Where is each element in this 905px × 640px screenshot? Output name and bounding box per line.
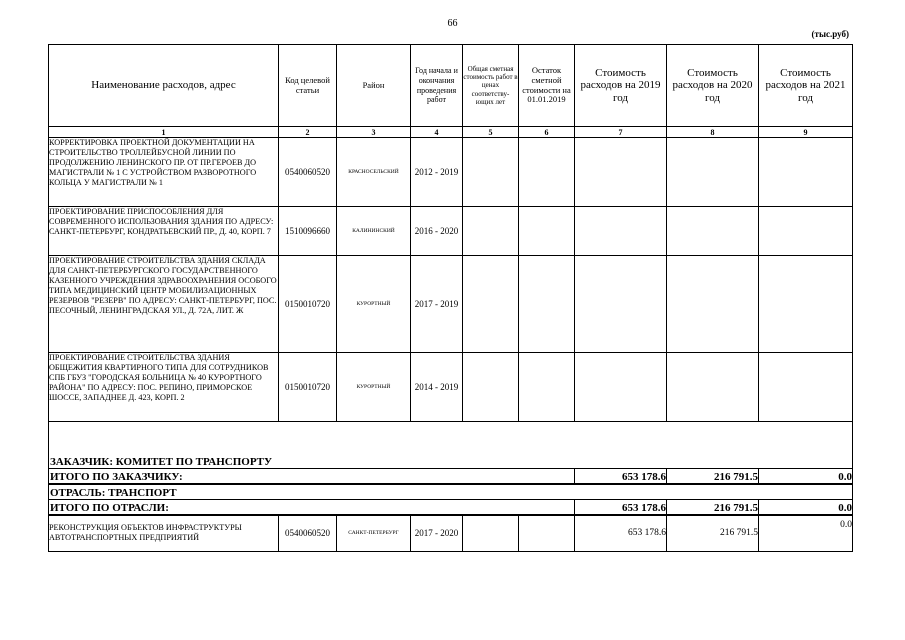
- industry-total-label: ИТОГО ПО ОТРАСЛИ:: [49, 500, 575, 516]
- row-cell: [463, 353, 519, 422]
- row-cell: [463, 256, 519, 353]
- table-row: [49, 256, 853, 353]
- header-cost-2021: Стоимость расходов на 2021 год: [759, 45, 853, 127]
- header-row: [49, 45, 853, 127]
- row-cell: [519, 515, 575, 551]
- col-number: 8: [667, 127, 759, 138]
- row-cell: [667, 256, 759, 353]
- row-period: 2017 - 2020: [411, 515, 463, 551]
- col-number: 5: [463, 127, 519, 138]
- customer-total-2019: 653 178.6: [575, 469, 667, 485]
- col-number: 4: [411, 127, 463, 138]
- col-number: 6: [519, 127, 575, 138]
- budget-table: [48, 44, 853, 552]
- row-cell: [575, 207, 667, 256]
- row-cell: [759, 256, 853, 353]
- row-value-2019: 653 178.6: [575, 515, 667, 551]
- spacer-row: [49, 422, 853, 455]
- customer-total-label: ИТОГО ПО ЗАКАЗЧИКУ:: [49, 469, 575, 485]
- header-region: Район: [337, 45, 411, 127]
- row-cell: [575, 256, 667, 353]
- row-code: 0150010720: [279, 353, 337, 422]
- row-value-2020: 216 791.5: [667, 515, 759, 551]
- customer-total-2021: 0.0: [759, 469, 853, 485]
- header-name: Наименование расходов, адрес: [49, 45, 279, 127]
- row-cell: [463, 515, 519, 551]
- col-number: 9: [759, 127, 853, 138]
- col-number: 3: [337, 127, 411, 138]
- row-cell: [519, 353, 575, 422]
- row-cell: [575, 138, 667, 207]
- row-description: РЕКОНСТРУКЦИЯ ОБЪЕКТОВ ИНФРАСТРУКТУРЫ АВТОТРАНСПОРТНЫХ ПРЕДПРИЯТИЙ: [49, 515, 279, 551]
- row-cell: [519, 138, 575, 207]
- row-code: 0150010720: [279, 256, 337, 353]
- row-cell: [575, 353, 667, 422]
- header-code: Код целевой статьи: [279, 45, 337, 127]
- table-row: [49, 138, 853, 207]
- row-region: КУРОРТНЫЙ: [337, 256, 411, 353]
- row-region: КРАСНОСЕЛЬСКИЙ: [337, 138, 411, 207]
- header-remaining: Остаток сметной стоимости на 01.01.2019: [519, 45, 575, 127]
- row-description: ПРОЕКТИРОВАНИЕ ПРИСПОСОБЛЕНИЯ ДЛЯ СОВРЕМЕННОГО ИСПОЛЬЗОВАНИЯ ЗДАНИЯ ПО АДРЕСУ: САНКТ-ПЕТЕРБУРГ, КОНДРАТЬЕВСКИЙ ПР., Д. 40, КОРП. 7: [49, 207, 279, 256]
- industry-total-2020: 216 791.5: [667, 500, 759, 516]
- col-number: 1: [49, 127, 279, 138]
- row-cell: [759, 138, 853, 207]
- row-period: 2014 - 2019: [411, 353, 463, 422]
- industry-total-row: [49, 500, 853, 516]
- customer-row: [49, 454, 853, 469]
- column-number-row: [49, 127, 853, 138]
- industry-row: [49, 484, 853, 500]
- header-period: Год начала и окончания проведения работ: [411, 45, 463, 127]
- customer-total-2020: 216 791.5: [667, 469, 759, 485]
- row-period: 2016 - 2020: [411, 207, 463, 256]
- row-cell: [667, 353, 759, 422]
- table-row: [49, 353, 853, 422]
- row-description: ПРОЕКТИРОВАНИЕ СТРОИТЕЛЬСТВА ЗДАНИЯ ОБЩЕЖИТИЯ КВАРТИРНОГО ТИПА ДЛЯ СОТРУДНИКОВ СПБ ГБУЗ "ГОРОДСКАЯ БОЛЬНИЦА № 40 КУРОРТНОГО РАЙОНА" ПО АДРЕСУ: ПОС. РЕПИНО, ПРИМОРСКОЕ ШОССЕ, ЗАПАДНЕЕ Д. 423, КОРП. 2: [49, 353, 279, 422]
- table-row: [49, 515, 853, 551]
- customer-label: ЗАКАЗЧИК: КОМИТЕТ ПО ТРАНСПОРТУ: [49, 454, 853, 469]
- row-region: КУРОРТНЫЙ: [337, 353, 411, 422]
- units-label: (тыс.руб): [811, 29, 849, 39]
- customer-total-row: [49, 469, 853, 485]
- row-value-2021: 0.0: [759, 515, 853, 551]
- row-cell: [519, 256, 575, 353]
- row-period: 2017 - 2019: [411, 256, 463, 353]
- row-cell: [463, 138, 519, 207]
- row-description: ПРОЕКТИРОВАНИЕ СТРОИТЕЛЬСТВА ЗДАНИЯ СКЛАДА ДЛЯ САНКТ-ПЕТЕРБУРГСКОГО ГОСУДАРСТВЕННОГО КАЗЕННОГО УЧРЕЖДЕНИЯ ЗДРАВООХРАНЕНИЯ ОСОБОГО ТИПА МЕДИЦИНСКИЙ ЦЕНТР МОБИЛИЗАЦИОННЫХ РЕЗЕРВОВ "РЕЗЕРВ" ПО АДРЕСУ: САНКТ-ПЕТЕРБУРГ, ПОС. ПЕСОЧНЫЙ, ЛЕНИНГРАДСКАЯ УЛ., Д. 72А, ЛИТ. Ж: [49, 256, 279, 353]
- row-cell: [463, 207, 519, 256]
- industry-total-2021: 0.0: [759, 500, 853, 516]
- industry-total-2019: 653 178.6: [575, 500, 667, 516]
- row-code: 0540060520: [279, 515, 337, 551]
- row-code: 1510096660: [279, 207, 337, 256]
- row-cell: [667, 207, 759, 256]
- row-region: САНКТ-ПЕТЕРБУРГ: [337, 515, 411, 551]
- row-cell: [519, 207, 575, 256]
- row-cell: [667, 138, 759, 207]
- spacer-cell: [49, 422, 853, 455]
- table-row: [49, 207, 853, 256]
- row-code: 0540060520: [279, 138, 337, 207]
- header-total-cost: Общая сметная стоимость работ в ценах соответству-ющих лет: [463, 45, 519, 127]
- header-cost-2019: Стоимость расходов на 2019 год: [575, 45, 667, 127]
- industry-label: ОТРАСЛЬ: ТРАНСПОРТ: [49, 484, 853, 500]
- row-cell: [759, 353, 853, 422]
- row-description: КОРРЕКТИРОВКА ПРОЕКТНОЙ ДОКУМЕНТАЦИИ НА СТРОИТЕЛЬСТВО ТРОЛЛЕЙБУСНОЙ ЛИНИИ ПО ПРОДОЛЖЕНИЮ ЛЕНИНСКОГО ПР. ОТ ПР.ГЕРОЕВ ДО МАГИСТРАЛИ № 1 С УСТРОЙСТВОМ РАЗВОРОТНОГО КОЛЬЦА У МАГИСТРАЛИ № 1: [49, 138, 279, 207]
- row-region: КАЛИНИНСКИЙ: [337, 207, 411, 256]
- col-number: 2: [279, 127, 337, 138]
- row-period: 2012 - 2019: [411, 138, 463, 207]
- col-number: 7: [575, 127, 667, 138]
- header-cost-2020: Стоимость расходов на 2020 год: [667, 45, 759, 127]
- page-number: 66: [447, 18, 458, 29]
- row-cell: [759, 207, 853, 256]
